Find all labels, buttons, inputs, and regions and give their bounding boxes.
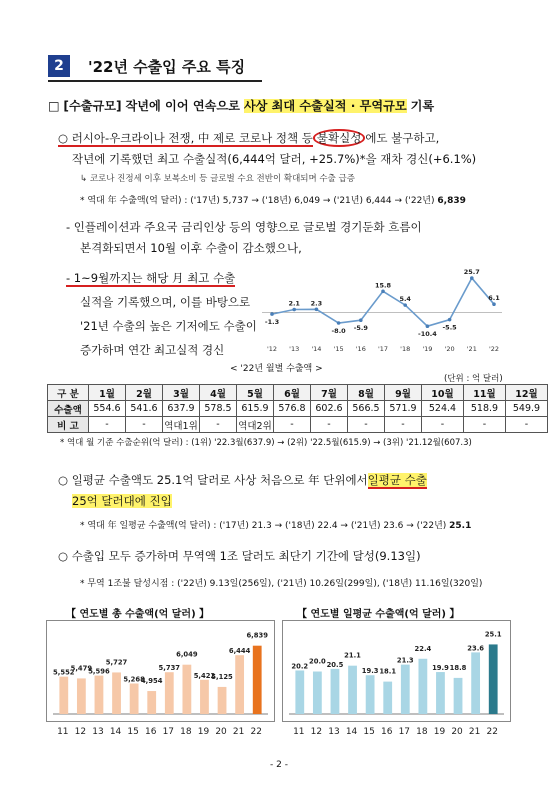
table-cell: - (274, 417, 311, 433)
p4-line2 (72, 493, 172, 509)
table-header-cell: 5월 (237, 385, 274, 401)
line-chart-tick-label: '17 (377, 345, 389, 353)
table-cell: 578.5 (200, 401, 237, 417)
bar-data-label: 5,268 (123, 675, 145, 684)
p3-line3: '21년 수출의 높은 기저에도 수출이 (80, 319, 257, 333)
bar-tick-label: 13 (92, 727, 104, 737)
bar (253, 646, 262, 714)
bar-data-label: 5,479 (70, 664, 93, 673)
table-cell: 549.9 (506, 401, 548, 417)
line-chart-data-label: 25.7 (463, 268, 480, 277)
bar-data-label: 20.5 (326, 660, 344, 669)
line-chart-point (315, 307, 319, 311)
p2-line2: 본격화되면서 10월 이후 수출이 감소했으나, (80, 241, 302, 255)
table-row-header: 비 고 (48, 417, 89, 433)
line-chart-tick-label: '12 (266, 345, 278, 353)
line-chart-point (292, 308, 296, 312)
bar (59, 677, 68, 714)
table-cell: 518.9 (464, 401, 506, 417)
table-cell: 541.6 (126, 401, 163, 417)
table-row-header: 수출액 (48, 401, 89, 417)
table-cell: 571.9 (385, 401, 422, 417)
p4-note (80, 518, 471, 531)
bar-tick-label: 21 (232, 727, 245, 737)
line-chart-tick-label: '19 (422, 345, 433, 353)
bar-data-label: 20.0 (308, 657, 326, 666)
p3-line2: 실적을 기록했으며, 이를 바탕으로 (80, 295, 251, 309)
bar-data-label: 22.4 (414, 644, 432, 653)
bar-tick-label: 21 (468, 727, 481, 737)
table-cell: - (422, 417, 464, 433)
bar-tick-label: 16 (380, 727, 393, 737)
bar-data-label: 5,125 (211, 672, 233, 681)
p1-line1 (58, 130, 439, 146)
page-number: - 2 - (270, 760, 288, 770)
item1-text-a: 작년에 이어 연속으로 (125, 99, 240, 113)
p1-history (80, 193, 466, 206)
bar (147, 691, 156, 714)
line-chart-point (492, 302, 496, 306)
bar-chart-daily-title: 【 연도별 일평균 수출액(억 달러) 】 (297, 609, 460, 620)
table-cell: - (348, 417, 385, 433)
line-chart-data-label: -5.5 (442, 323, 457, 332)
bar-tick-label: 20 (215, 727, 227, 737)
bar-tick-label: 12 (310, 727, 323, 737)
bar (95, 676, 104, 714)
table-row-notes (48, 417, 548, 433)
table-header-cell: 10월 (422, 385, 464, 401)
table-header-cell: 4월 (200, 385, 237, 401)
bar (401, 665, 410, 714)
line-chart-data-label: 6.1 (488, 294, 500, 303)
bar (454, 678, 463, 714)
bar-tick-label: 22 (250, 727, 262, 737)
line-chart-point (270, 312, 274, 316)
line-chart-data-label: 2.3 (310, 299, 323, 308)
table-cell: - (311, 417, 348, 433)
bar-tick-label: 13 (328, 727, 340, 737)
bar (77, 678, 86, 714)
bar-tick-label: 19 (433, 727, 446, 737)
export-growth-line-chart (258, 265, 508, 355)
line-chart-point (381, 289, 385, 293)
bar (112, 672, 121, 714)
line-chart-data-label: -5.9 (353, 324, 368, 333)
line-chart-tick-label: '20 (444, 345, 455, 353)
bar-tick-label: 19 (197, 727, 210, 737)
line-chart-data-label: -10.4 (418, 330, 437, 339)
table-header-cell: 9월 (385, 385, 422, 401)
bar-tick-label: 15 (127, 727, 139, 737)
bar-data-label: 23.6 (467, 644, 485, 653)
p1-history-a: * 역대 年 수출액(억 달러) : ('17년) 5,737 → ('18년) 6,049 → ('21년) 6,444 → ('22년) (80, 196, 435, 206)
table-cell: 554.6 (89, 401, 126, 417)
bar-chart-daily-frame (282, 620, 511, 722)
table-cell: 615.9 (237, 401, 274, 417)
bar-data-label: 5,552 (53, 668, 75, 677)
p4-line1 (58, 472, 427, 488)
p2-line1: - 인플레이션과 주요국 금리인상 등의 영향으로 글로벌 경기둔화 흐름이 (66, 220, 422, 234)
p4-note-b: 25.1 (449, 521, 472, 531)
table-cell: - (200, 417, 237, 433)
table-header-cell: 8월 (348, 385, 385, 401)
table-row-exports (48, 401, 548, 417)
bar-data-label: 5,737 (158, 664, 181, 673)
p4-line2-text: 25억 달러대에 진입 (72, 494, 172, 508)
bar-data-label: 5,727 (105, 658, 128, 667)
line-chart-point (426, 324, 430, 328)
section-title: '22년 수출입 주요 특징 (88, 58, 246, 76)
item1-text-c: 기록 (410, 99, 435, 113)
item1-marker: □ (48, 99, 60, 113)
table-header-cell: 1월 (89, 385, 126, 401)
table-header-cell: 2월 (126, 385, 163, 401)
bar-chart-total-xaxis (46, 722, 273, 738)
bar (366, 675, 375, 714)
bar-tick-label: 11 (293, 727, 305, 737)
table-cell: 576.8 (274, 401, 311, 417)
line-chart-point (403, 303, 407, 307)
line-chart-tick-label: '22 (488, 345, 500, 353)
table-header-cell: 3월 (163, 385, 200, 401)
section-number: 2 (48, 55, 70, 77)
bar (418, 659, 427, 714)
bar-tick-label: 12 (74, 727, 87, 737)
bar-data-label: 6,049 (176, 650, 198, 659)
bar-tick-label: 18 (180, 727, 192, 737)
bar-data-label: 5,422 (193, 671, 216, 680)
p1-line1-b: 불확실성 (313, 129, 365, 147)
table-cell: 역대2위 (237, 417, 274, 433)
line-chart-data-label: -1.3 (264, 318, 280, 327)
bar-data-label: 6,444 (228, 647, 251, 656)
p1-line1-a: ○ 러시아-우크라이나 전쟁, 中 제로 코로나 정책 등 (58, 131, 313, 145)
bar-chart-total (47, 621, 274, 721)
line-chart-point (470, 276, 474, 280)
bar-data-label: 19.3 (361, 667, 379, 676)
table-caption: < '22년 월별 수출액 > (230, 364, 323, 374)
bar-tick-label: 16 (144, 727, 157, 737)
bar-data-label: 4,954 (140, 677, 163, 686)
bar (200, 680, 209, 714)
table-unit: (단위 : 억 달러) (444, 374, 503, 384)
bar (471, 652, 480, 714)
bar (331, 669, 340, 714)
bar-data-label: 25.1 (484, 630, 502, 639)
bar (165, 672, 174, 714)
p4-note-a: * 역대 年 일평균 수출액(억 달러) : ('17년) 21.3 → ('18년) 22.4 → ('21년) 23.6 → ('22년) (80, 521, 447, 531)
bar (130, 683, 139, 714)
bar-data-label: 19.9 (432, 664, 449, 673)
line-chart-point (448, 318, 452, 322)
item1-heading (48, 97, 434, 114)
line-chart-data-label: 15.8 (374, 281, 392, 290)
line-chart-data-label: -8.0 (331, 327, 346, 335)
monthly-export-table (47, 384, 548, 433)
bar-data-label: 20.2 (291, 662, 309, 671)
item1-label: [수출규모] (63, 99, 122, 113)
bar-data-label: 5,596 (88, 667, 110, 676)
bar (348, 666, 357, 714)
p1-history-b: 6,839 (437, 196, 466, 206)
bar-chart-daily (283, 621, 510, 721)
bar-chart-daily-xaxis (282, 722, 509, 738)
line-chart-tick-label: '13 (289, 345, 300, 353)
bar-data-label: 6,839 (246, 631, 268, 640)
table-cell: - (506, 417, 548, 433)
line-chart-tick-label: '14 (311, 345, 322, 353)
bar-tick-label: 17 (398, 727, 411, 737)
bar (436, 672, 445, 714)
bar (489, 644, 498, 714)
bar-tick-label: 15 (363, 727, 375, 737)
line-chart-tick-label: '15 (333, 345, 344, 353)
table-cell: - (464, 417, 506, 433)
line-chart-point (359, 318, 363, 322)
table-header-cell: 구 분 (48, 385, 89, 401)
table-cell: 524.4 (422, 401, 464, 417)
line-chart-point (337, 321, 341, 325)
bar-data-label: 18.1 (379, 667, 397, 676)
p4-line1-a: ○ 일평균 수출액도 25.1억 달러로 사상 처음으로 年 단위에서 (58, 473, 368, 487)
bar (218, 687, 227, 714)
section-underline (48, 80, 262, 82)
table-cell: - (126, 417, 163, 433)
table-cell: 602.6 (311, 401, 348, 417)
line-chart-data-label: 5.4 (399, 295, 411, 304)
bar (313, 672, 322, 714)
p3-line1-text: - 1~9월까지는 해당 月 최고 수출 (66, 271, 236, 285)
p4-line1-b: 일평균 수출 (367, 473, 427, 487)
table-cell: 역대1위 (163, 417, 200, 433)
bar-data-label: 21.3 (396, 656, 414, 665)
bar-data-label: 21.1 (344, 651, 361, 660)
bar-tick-label: 17 (162, 727, 175, 737)
line-chart-tick-label: '18 (400, 345, 411, 353)
bar-tick-label: 14 (345, 727, 358, 737)
table-header-cell: 11월 (464, 385, 506, 401)
p1-note: ↳ 코로나 진정세 이후 보복소비 등 글로벌 수요 전반이 확대되며 수출 급증 (80, 174, 355, 184)
bar-tick-label: 14 (109, 727, 122, 737)
table-header-cell: 7월 (311, 385, 348, 401)
p5-line1: ○ 수출입 모두 증가하며 무역액 1조 달러도 최단기 기간에 달성(9.13일) (58, 549, 421, 563)
bar-chart-total-frame (46, 620, 275, 722)
bar-tick-label: 22 (486, 727, 498, 737)
line-chart-tick-label: '21 (466, 345, 477, 353)
bar (182, 665, 191, 714)
table-cell: - (89, 417, 126, 433)
line-chart-tick-label: '16 (355, 345, 366, 353)
item1-text-b: 사상 최대 수출실적 · 무역규모 (243, 99, 407, 113)
bar-tick-label: 11 (57, 727, 69, 737)
bar (383, 682, 392, 714)
p5-note: * 무역 1조불 달성시점 : ('22년) 9.13일(256일), ('21년) 10.26일(299일), ('18년) 11.16일(320일) (80, 579, 483, 589)
bar-tick-label: 20 (451, 727, 463, 737)
table-cell: 566.5 (348, 401, 385, 417)
table-header-cell: 12월 (506, 385, 548, 401)
bar-chart-total-title: 【 연도별 총 수출액(억 달러) 】 (66, 609, 210, 620)
p1-line1-c: 에도 불구하고, (365, 131, 440, 145)
p3-line4: 증가하며 연간 최고실적 경신 (80, 343, 225, 357)
p3-line1 (66, 270, 235, 286)
table-note: * 역대 월 기준 수출순위(억 달러) : (1위) '22.3월(637.9) → (2위) '22.5월(615.9) → (3위) '21.12월(607.3) (60, 438, 472, 448)
table-header-cell: 6월 (274, 385, 311, 401)
bar-data-label: 18.8 (449, 663, 467, 672)
table-header-row (48, 385, 548, 401)
bar (295, 670, 304, 714)
bar (235, 655, 244, 714)
line-chart-data-label: 2.1 (288, 299, 300, 308)
table-cell: 637.9 (163, 401, 200, 417)
bar-tick-label: 18 (416, 727, 428, 737)
table-cell: - (385, 417, 422, 433)
p1-line2: 작년에 기록했던 최고 수출실적(6,444억 달러, +25.7%)*을 재차 경신(+6.1%) (72, 152, 477, 166)
